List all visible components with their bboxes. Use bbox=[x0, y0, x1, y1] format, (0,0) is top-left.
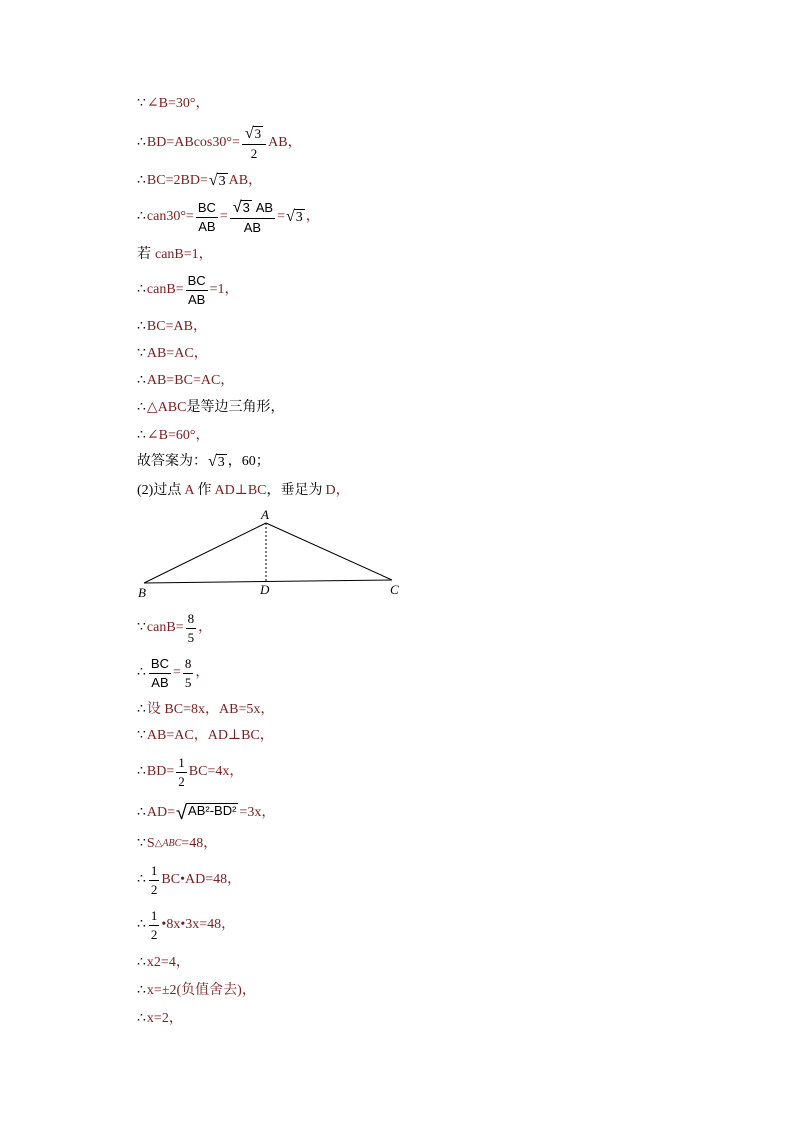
label-d: D bbox=[260, 582, 270, 597]
fraction: $\frac{BC}{AB}$ bbox=[197, 200, 216, 234]
fraction: $\frac{BC}{AB}$ bbox=[150, 656, 169, 690]
line-answer: 故答案为： √ 3 ，60； bbox=[137, 453, 270, 470]
segment-ac bbox=[266, 523, 392, 580]
line-bc-ab: ∴ BC=AB， bbox=[137, 319, 207, 334]
line-equilateral: ∴ △ABC 是等边三角形， bbox=[137, 400, 285, 415]
sqrt: √ AB²-BD² bbox=[176, 802, 237, 824]
line-part2-construction: (2)过点 A 作 AD⊥BC ，垂足为 D， bbox=[137, 483, 350, 498]
fraction: √ 3 2 bbox=[242, 126, 266, 161]
label-c: C bbox=[390, 582, 399, 597]
line-angle-b-60: ∴ ∠B=60°， bbox=[137, 428, 210, 443]
fraction: $\frac{1}{2}$ bbox=[178, 755, 185, 789]
fraction: $\frac{BC}{AB}$ bbox=[187, 273, 206, 307]
sqrt: √ 3 bbox=[285, 208, 303, 226]
triangle-figure bbox=[130, 505, 410, 605]
line-ad-pythagoras: ∴ AD= √ AB²-BD² =3x， bbox=[137, 802, 276, 824]
line-half-bc-ad: ∴ $\frac{1}{2}$ BC•AD=48， bbox=[137, 863, 242, 897]
line-half-8x-3x: ∴ $\frac{1}{2}$ •8x•3x=48， bbox=[137, 908, 236, 942]
fraction: √ 3 AB AB bbox=[230, 200, 275, 235]
segment-ab bbox=[144, 523, 266, 583]
line-x2-4: ∴ x2=4， bbox=[137, 955, 190, 970]
line-bc-2bd: ∴ BC=2BD= √ 3 AB， bbox=[137, 172, 263, 189]
line-ab-ac: ∵ AB=AC， bbox=[137, 346, 208, 361]
line-x-2: ∴ x=2， bbox=[137, 1011, 183, 1026]
sqrt: √ 3 bbox=[208, 453, 225, 470]
line-bd-cos30: ∴ BD=ABcos30°= √ 3 2 AB， bbox=[137, 125, 302, 161]
line-angle-b-30: ∵ ∠B=30°， bbox=[137, 96, 210, 111]
fraction: $\frac{8}{5}$ bbox=[187, 611, 195, 645]
line-canb-8-5: ∵ canB= $\frac{8}{5}$ ， bbox=[137, 611, 213, 645]
label-a: A bbox=[261, 507, 269, 522]
line-ab-bc-ac: ∴ AB=BC=AC， bbox=[137, 373, 235, 388]
line-area-48: ∵ S △ABC =48， bbox=[137, 836, 218, 851]
line-if-canb-1: 若 canB=1， bbox=[137, 247, 213, 262]
line-bc-ab-8-5: ∴ $\frac{BC}{AB}$ = $\frac{8}{5}$ ， bbox=[137, 656, 210, 690]
fraction: $\frac{1}{2}$ bbox=[150, 863, 158, 897]
line-set-x: ∴ 设 BC=8x，AB=5x， bbox=[137, 702, 275, 717]
sqrt: √ 3 bbox=[208, 172, 226, 189]
line-canb-bc-ab: ∴ canB= $\frac{BC}{AB}$ =1， bbox=[137, 273, 239, 307]
line-x-pm2: ∴ x=±2(负值舍去)， bbox=[137, 983, 256, 998]
line-can30: ∴ can30°= $\frac{BC}{AB}$ = √ 3 AB AB = √ 3 ， bbox=[137, 199, 320, 235]
line-ab-ac-ad-bc: ∵ AB=AC，AD⊥BC， bbox=[137, 728, 274, 743]
label-b: B bbox=[138, 585, 146, 600]
fraction: $\frac{1}{2}$ bbox=[150, 908, 158, 942]
fraction: $\frac{8}{5}$ bbox=[184, 656, 192, 690]
line-bd-half-bc: ∴ BD= $\frac{1}{2}$ BC=4x， bbox=[137, 755, 244, 789]
